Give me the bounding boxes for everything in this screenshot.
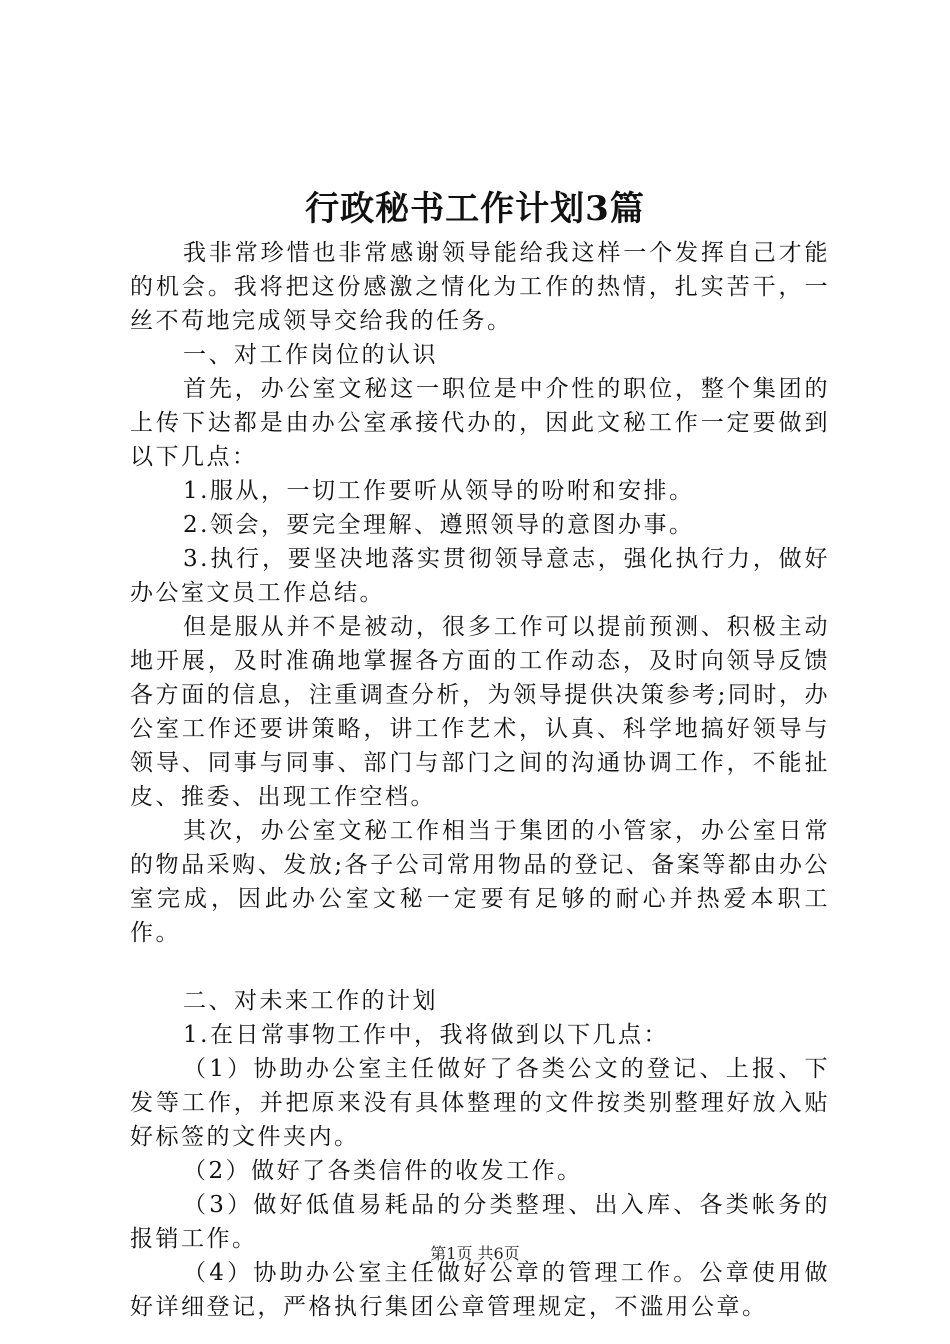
body-paragraph: 其次，办公室文秘工作相当于集团的小管家，办公室日常的物品采购、发放;各子公司常用物品的登记、备案等都由办公室完成，因此办公室文秘一定要有足够的耐心并热爱本职工作。 <box>130 818 830 946</box>
document-title: 行政秘书工作计划3篇 <box>305 189 645 229</box>
section-heading-2: 二、对未来工作的计划 <box>183 988 438 1014</box>
blank-line <box>130 950 830 984</box>
list-item: （3）做好低值易耗品的分类整理、出入库、各类帐务的报销工作。 <box>130 1192 830 1252</box>
list-item: 2.领会，要完全理解、遵照领导的意图办事。 <box>183 512 695 538</box>
list-item: （2）做好了各类信件的收发工作。 <box>183 1158 583 1184</box>
list-item: （1）协助办公室主任做好了各类公文的登记、上报、下发等工作，并把原来没有具体整理的文件按类别整理好放入贴好标签的文件夹内。 <box>130 1056 830 1150</box>
body-paragraph: 但是服从并不是被动，很多工作可以提前预测、积极主动地开展，及时准确地掌握各方面的工作动态，及时向领导反馈各方面的信息，注重调查分析，为领导提供决策参考;同时，办公室工作还要讲策略，讲工作艺术，认真、科学地搞好领导与领导、同事与同事、部门与部门之间的沟通协调工作，不能扯皮、推委、出现工作空档。 <box>130 614 830 810</box>
section-heading-1: 一、对工作岗位的认识 <box>183 342 438 368</box>
page-number-footer: 第1页 共6页 <box>430 1244 520 1263</box>
list-item: （4）协助办公室主任做好公章的管理工作。公章使用做好详细登记，严格执行集团公章管理规定，不滥用公章。 <box>130 1260 830 1320</box>
intro-paragraph: 我非常珍惜也非常感谢领导能给我这样一个发挥自己才能的机会。我将把这份感激之情化为工作的热情，扎实苦干，一丝不苟地完成领导交给我的任务。 <box>130 240 830 334</box>
document-body <box>130 236 830 1324</box>
list-item: 1.在日常事物工作中，我将做到以下几点： <box>183 1022 669 1048</box>
list-item: 3.执行，要坚决地落实贯彻领导意志，强化执行力，做好办公室文员工作总结。 <box>130 546 830 606</box>
body-paragraph: 首先，办公室文秘这一职位是中介性的职位，整个集团的上传下达都是由办公室承接代办的，因此文秘工作一定要做到以下几点： <box>130 376 830 470</box>
list-item: 1.服从，一切工作要听从领导的吩咐和安排。 <box>183 478 695 504</box>
